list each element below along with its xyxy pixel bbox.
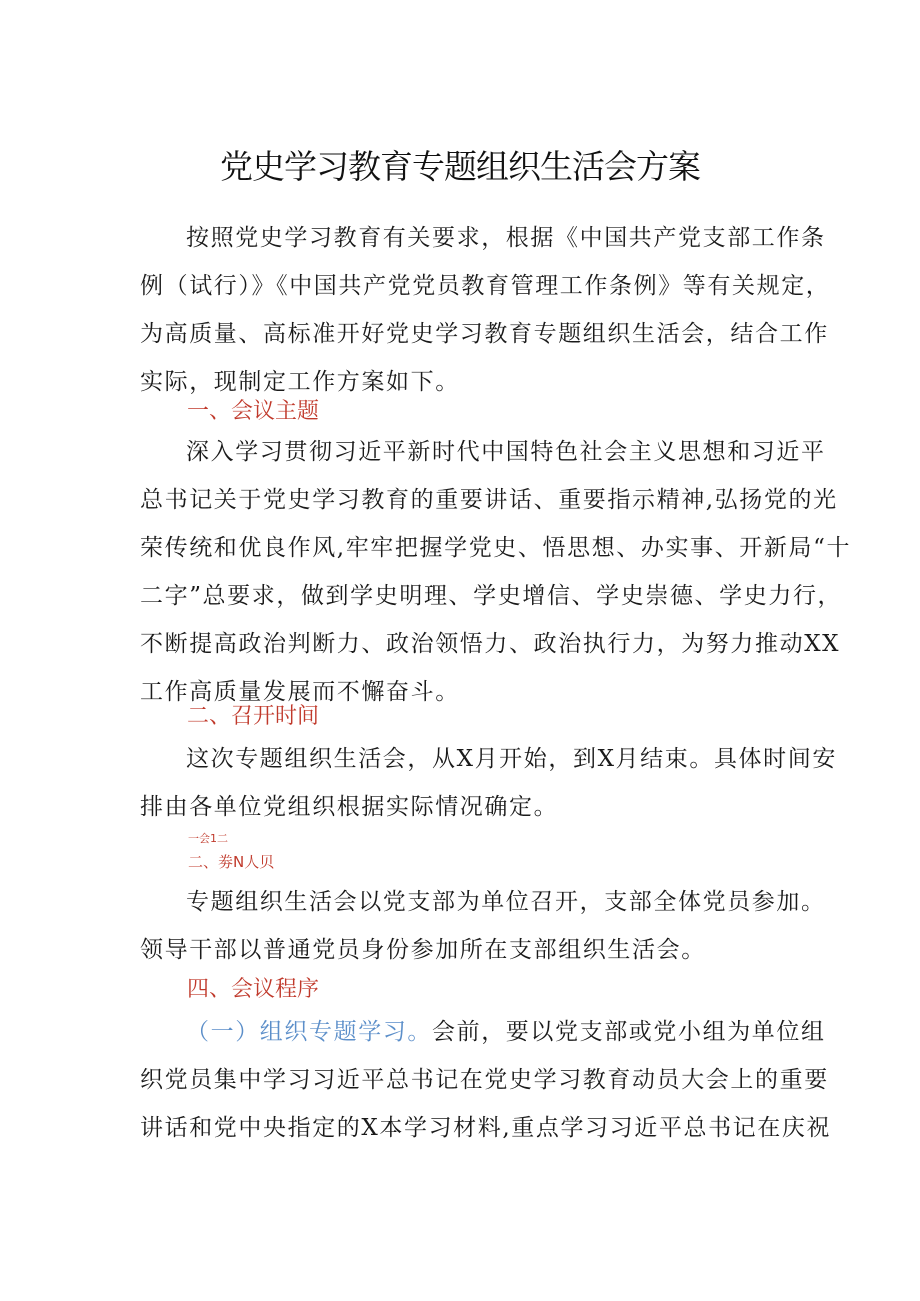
section3-heading-fragment: 一会1二 [188,832,228,845]
section3-line: 专题组织生活会以党支部为单位召开，支部全体党员参加。 [186,889,826,915]
section1-line: 工作高质量发展而不懈奋斗。 [140,679,460,705]
section-heading-meeting-procedure: 四、会议程序 [187,977,320,1002]
section1-paragraph [140,428,852,716]
section2-paragraph [140,735,837,831]
intro-line: 实际，现制定工作方案如下。 [140,369,460,395]
section-heading-meeting-time: 二、召开时间 [187,704,320,729]
sub-item-text: 会前，要以党支部或党小组为单位组 [432,1019,826,1045]
section4-line [140,1008,826,1056]
section-heading-meeting-theme: 一、会议主题 [187,399,320,424]
intro-line: 按照党史学习教育有关要求，根据《中国共产党支部工作条 [186,225,826,251]
section3-line: 领导干部以普通党员身份参加所在支部组织生活会。 [140,937,706,963]
sub-item-label: （一）组织专题学习。 [186,1019,432,1045]
section4-line: 讲话和党中央指定的X本学习材料,重点学习习近平总书记在庆祝 [140,1115,832,1141]
intro-line: 例（试行）》《中国共产党党员教育管理工作条例》等有关规定， [140,273,831,299]
section4-line: 织党员集中学习习近平总书记在党史学习教育动员大会上的重要 [140,1067,829,1093]
section1-line: 荣传统和优良作风,牢牢把握学党史、悟思想、办实事、开新局“十 [140,535,852,561]
section3-paragraph [140,878,826,974]
section1-line: 不断提高政治判断力、政治领悟力、政治执行力，为努力推动XX [140,631,841,657]
section1-line: 深入学习贯彻习近平新时代中国特色社会主义思想和习近平 [186,439,826,465]
section4-paragraph [140,1008,832,1152]
section2-line: 这次专题组织生活会，从X月开始，到X月结束。具体时间安 [186,746,837,772]
section1-line: 总书记关于党史学习教育的重要讲话、重要指示精神,弘扬党的光 [140,487,838,513]
section-heading-participants: 二、劵N人贝 [188,853,275,871]
page-title: 党史学习教育专题组织生活会方案 [220,147,700,186]
section2-line: 排由各单位党组织根据实际情况确定。 [140,794,559,820]
intro-paragraph [140,214,831,406]
section1-line: 二字”总要求，做到学史明理、学史增信、学史崇德、学史力行， [140,583,843,609]
intro-line: 为高质量、高标准开好党史学习教育专题组织生活会，结合工作 [140,321,829,347]
